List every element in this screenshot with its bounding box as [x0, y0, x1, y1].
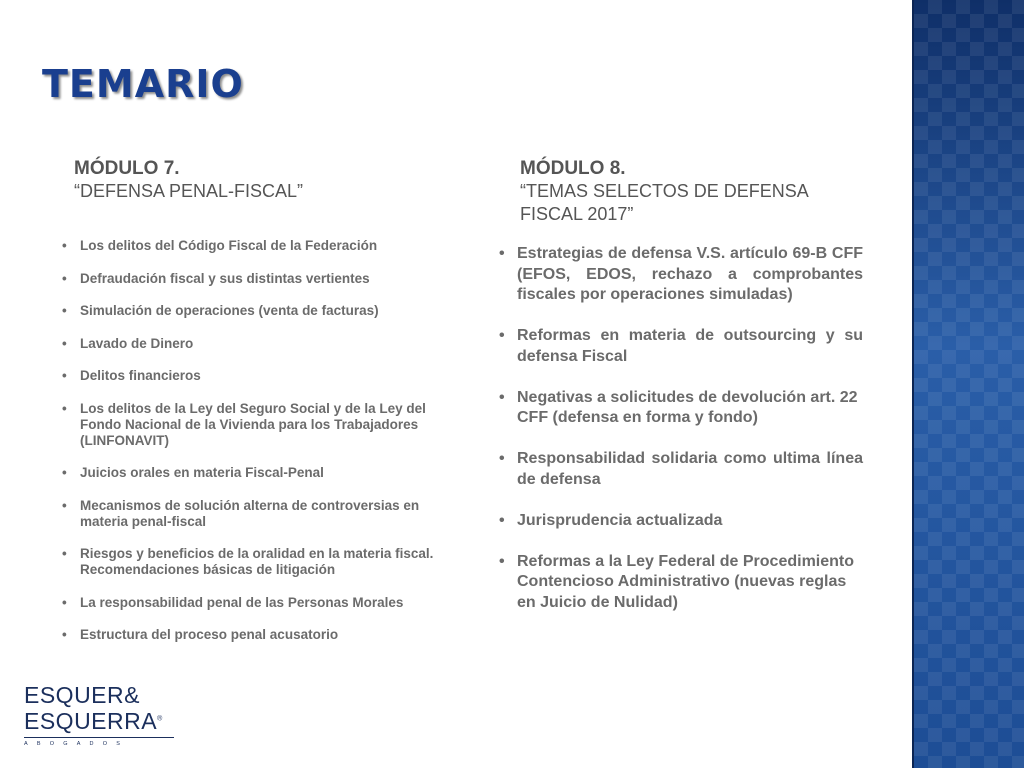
bullet-icon: • — [499, 245, 505, 262]
list-item — [60, 401, 445, 449]
module-7-header — [74, 157, 454, 203]
module-7-topic-list — [60, 238, 445, 660]
list-item-text: Mecanismos de solución alterna de controversias en materia penal-fiscal — [80, 497, 420, 529]
list-item-text: Responsabilidad solidaria como ultima línea de defensa — [517, 450, 863, 488]
list-item-text: Jurisprudencia actualizada — [517, 511, 723, 529]
list-item — [497, 552, 863, 614]
list-item-text: Reformas a la Ley Federal de Procedimiento Contencioso Administrativo (nuevas reglas en Juicio de Nulidad) — [517, 552, 855, 611]
bullet-icon: • — [62, 303, 67, 318]
list-item — [60, 595, 445, 611]
bullet-icon: • — [499, 388, 505, 406]
list-item-text: Los delitos de la Ley del Seguro Social y de la Ley del Fondo Nacional de la Vivienda para los Trabajadores (LINFONAVIT) — [80, 400, 426, 448]
bullet-icon: • — [62, 497, 67, 513]
list-item — [60, 238, 445, 254]
list-item — [497, 449, 863, 490]
module-7-name: “DEFENSA PENAL-FISCAL” — [74, 181, 304, 201]
module-8-name: “TEMAS SELECTOS DE DEFENSA FISCAL 2017” — [520, 181, 808, 224]
bullet-icon: • — [62, 368, 67, 383]
bullet-icon: • — [499, 327, 505, 344]
bullet-icon: • — [499, 552, 505, 570]
list-item — [497, 388, 863, 429]
module-8-number: MÓDULO 8. — [520, 158, 626, 179]
list-item-text: Estructura del proceso penal acusatorio — [80, 627, 339, 642]
list-item — [60, 271, 445, 287]
list-item-text: Los delitos del Código Fiscal de la Federación — [80, 238, 378, 253]
list-item — [497, 244, 863, 306]
list-item-text: Negativas a solicitudes de devolución art. 22 CFF (defensa en forma y fondo) — [517, 388, 858, 426]
list-item-text: Reformas en materia de outsourcing y su defensa Fiscal — [517, 327, 863, 365]
page-title: TEMARIO — [42, 62, 244, 106]
list-item — [60, 303, 445, 319]
list-item — [60, 498, 445, 530]
bullet-icon: • — [62, 400, 67, 416]
list-item-text: La responsabilidad penal de las Personas Morales — [80, 594, 404, 610]
list-item-text: Delitos financieros — [80, 368, 201, 383]
list-item-text: Defraudación fiscal y sus distintas vertientes — [80, 270, 370, 286]
list-item-text: Estrategias de defensa V.S. artículo 69-B CFF (EFOS, EDOS, rechazo a comprobantes fiscales por operaciones simuladas) — [517, 245, 863, 303]
bullet-icon: • — [62, 546, 67, 561]
module-8-topic-list — [497, 244, 863, 634]
logo-line-1: ESQUER& — [24, 682, 140, 708]
module-8-header — [520, 157, 860, 226]
bullet-icon: • — [62, 465, 67, 480]
bullet-icon: • — [62, 627, 67, 642]
list-item — [60, 336, 445, 352]
list-item-text: Lavado de Dinero — [80, 335, 194, 351]
bullet-icon: • — [62, 270, 67, 286]
bullet-icon: • — [62, 238, 67, 253]
list-item — [60, 368, 445, 384]
list-item-text: Simulación de operaciones (venta de facturas) — [80, 303, 379, 318]
logo-line-2 — [24, 708, 163, 735]
list-item-text: Riesgos y beneficios de la oralidad en la materia fiscal. Recomendaciones básicas de litigación — [80, 546, 434, 577]
company-logo — [20, 682, 170, 754]
list-item — [497, 326, 863, 367]
list-item — [60, 546, 445, 578]
list-item — [497, 511, 863, 532]
module-7-number: MÓDULO 7. — [74, 158, 180, 179]
bullet-icon: • — [499, 511, 505, 529]
list-item — [60, 627, 445, 643]
bullet-icon: • — [499, 450, 505, 467]
list-item-text: Juicios orales en materia Fiscal-Penal — [80, 465, 324, 480]
bullet-icon: • — [62, 335, 67, 351]
registered-mark: ® — [157, 715, 163, 723]
list-item — [60, 465, 445, 481]
logo-line-2-text: ESQUERRA — [24, 708, 158, 734]
logo-subtitle: ABOGADOS — [24, 741, 130, 747]
logo-divider — [24, 737, 174, 738]
decorative-side-panel — [912, 0, 1024, 768]
bullet-icon: • — [62, 594, 67, 610]
